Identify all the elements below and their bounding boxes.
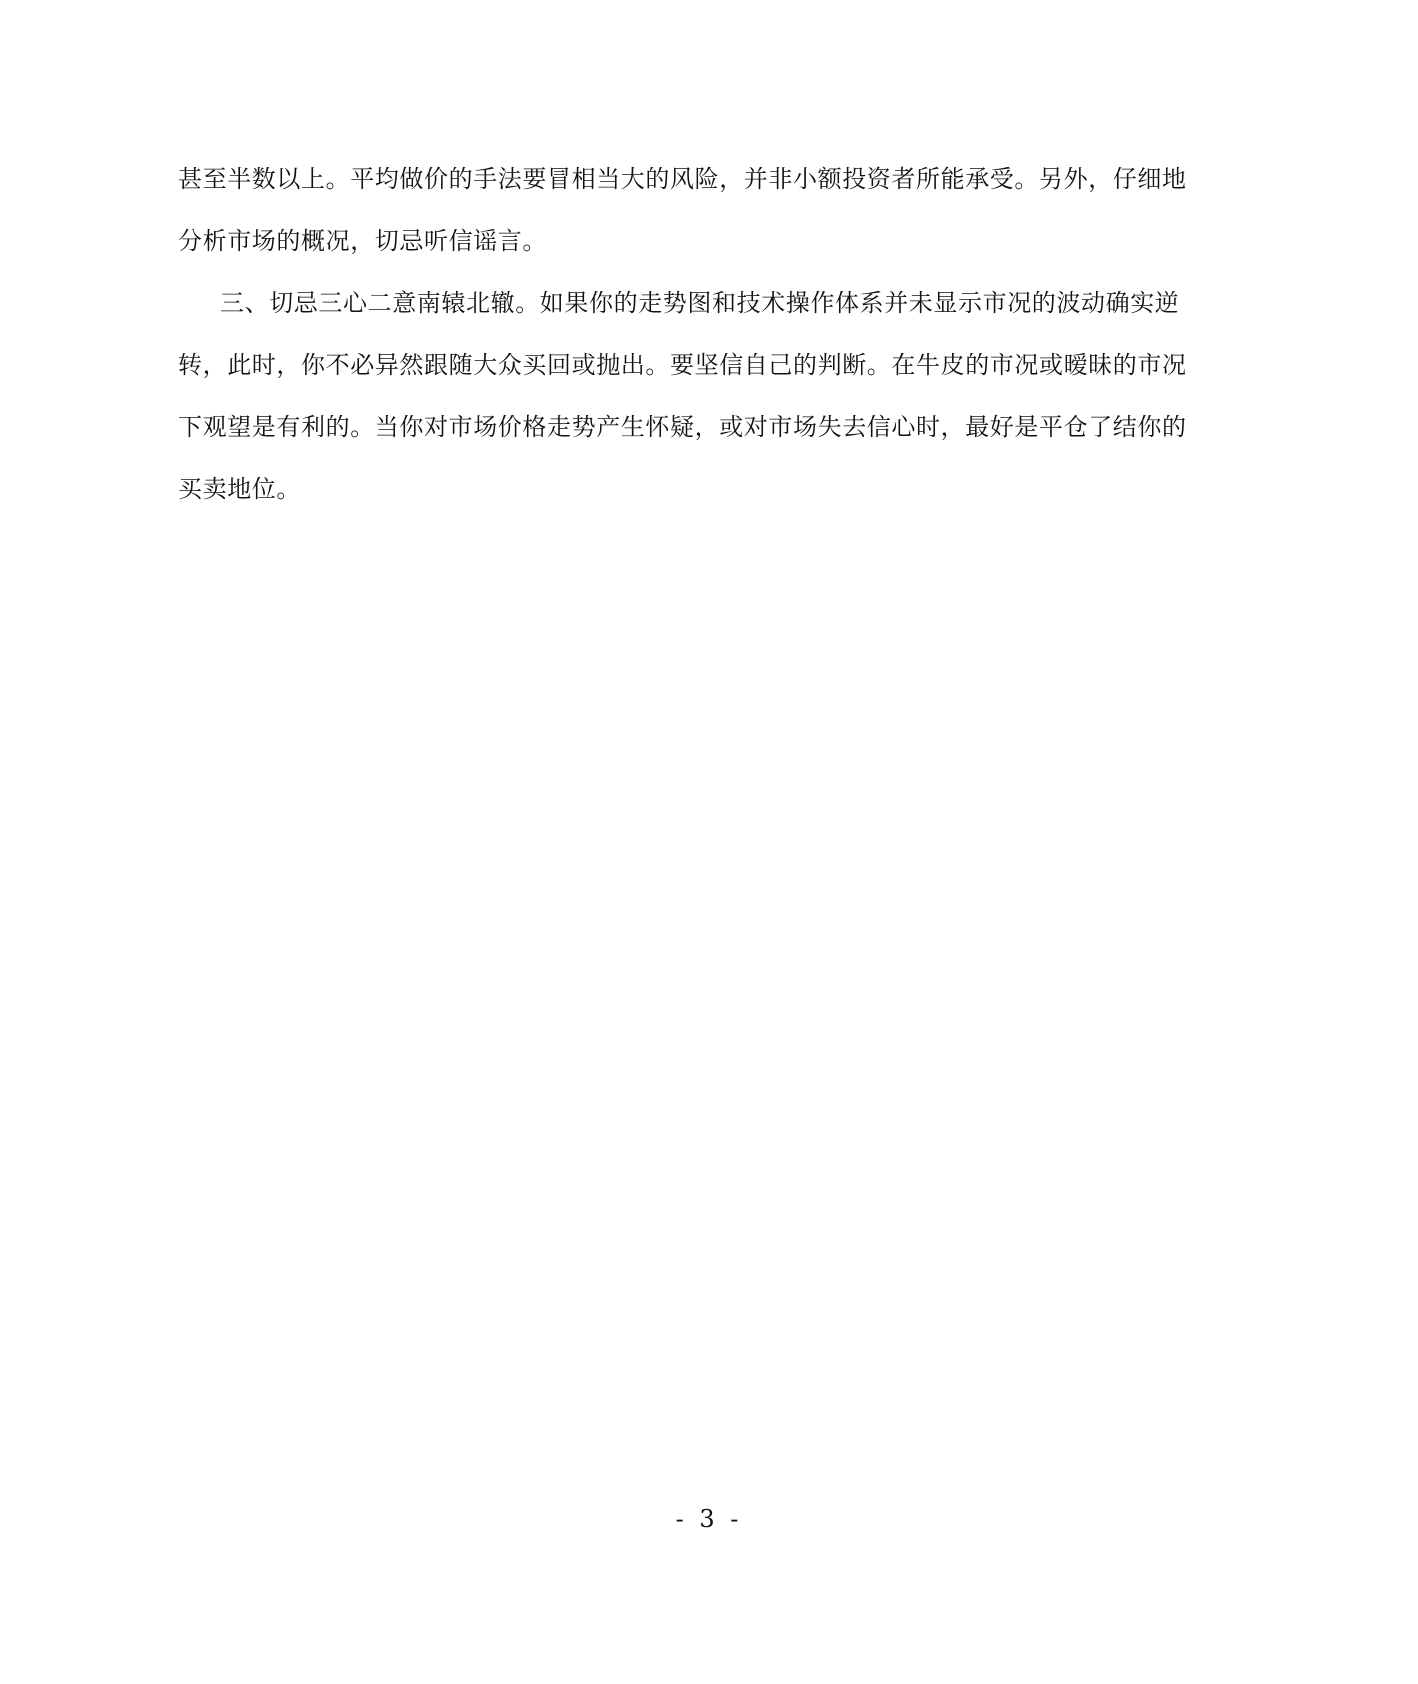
- text-line: 下观望是有利的。当你对市场价格走势产生怀疑，或对市场失去信心时，最好是平仓了结你的: [178, 413, 1187, 441]
- text-line: 三、切忌三心二意南辕北辙。如果你的走势图和技术操作体系并未显示市况的波动确实逆: [220, 289, 1180, 317]
- page-number: - 3 -: [675, 1505, 743, 1533]
- paragraph-continuation: [178, 148, 1238, 272]
- text-line: 转，此时，你不必异然跟随大众买回或抛出。要坚信自己的判断。在牛皮的市况或暧昧的市况: [178, 351, 1187, 379]
- text-line: 买卖地位。: [178, 475, 301, 503]
- text-line: 甚至半数以上。平均做价的手法要冒相当大的风险，并非小额投资者所能承受。另外，仔细地: [178, 165, 1187, 193]
- document-body: [178, 148, 1238, 520]
- paragraph-point-three: [178, 272, 1238, 520]
- text-line: 分析市场的概况，切忌听信谣言。: [178, 227, 547, 255]
